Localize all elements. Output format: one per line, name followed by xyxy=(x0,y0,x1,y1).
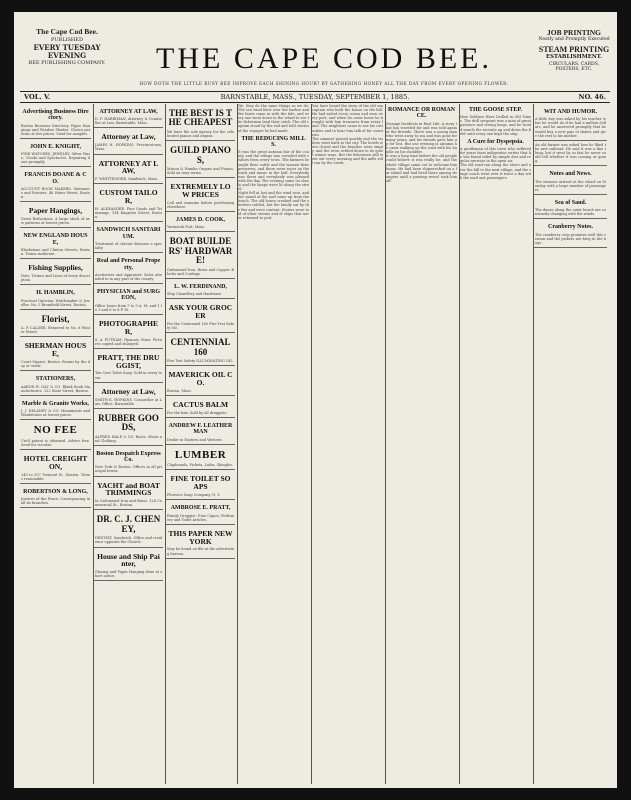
article-block xyxy=(166,366,235,396)
block-text: Night fell at last and the wind rose, and the sound of the surf came up from the beach. The old house creaked and the shutters rattled, but the family sat by the fire and were content. Stories were told of other storms and of ships that never returned to port. xyxy=(238,191,309,220)
block-heading: CUSTOM TAILOR, xyxy=(99,188,158,206)
block-text: Dealer in Eastern and Western xyxy=(167,437,222,442)
column-6 xyxy=(386,104,460,784)
block-heading: FRANCIS DOANE & CO. xyxy=(24,172,87,185)
dateline-bar xyxy=(20,91,610,103)
block-heading: House and Ship Painter, xyxy=(97,551,160,569)
article-block xyxy=(20,310,91,338)
block-heading: STATIONERS, xyxy=(35,376,76,383)
article-block xyxy=(238,191,309,220)
job-printing-line2: STEAM PRINTING xyxy=(538,44,610,54)
article-block xyxy=(312,137,383,166)
article-block xyxy=(20,259,91,285)
block-text: Practical Optician, Watchmaker & Jeweller. No. 5 Bromfield Street, Boston. xyxy=(21,298,90,307)
article-block xyxy=(386,107,457,154)
block-text: A little boy was asked by his teacher what he would do if he had a million dollars, and he answered promptly that he would buy a new pair of skates and give the rest to his mother. xyxy=(535,117,606,138)
block-text: A. P. CALDER. Removed to No. 6 Winter Street. xyxy=(21,326,90,335)
article-block xyxy=(166,178,235,212)
article-block xyxy=(20,371,91,395)
block-text: Blackstone and Clinton Streets, Boston. Terms moderate. xyxy=(21,247,90,257)
block-text: Florence Soap Company, N. Y. xyxy=(167,493,221,498)
article-block xyxy=(166,104,235,141)
job-printing-line3: ESTABLISHMENT. xyxy=(546,54,602,61)
block-text: 249 to 257 Tremont St., Boston. Terms reasonable. xyxy=(21,472,90,481)
block-heading: THIS PAPER NEW YORK xyxy=(168,528,233,546)
column-7 xyxy=(460,104,534,784)
column-4 xyxy=(238,104,312,784)
block-text: ACCOUNT BOOK MAKERS. Stationers and Printers. 46 Water Street, Boston. xyxy=(21,187,90,200)
block-text: We have the sole agency for the celebrated pianos and organs. xyxy=(167,129,234,138)
block-text: Strange Incidents in Real Life. A story that has traveled far and was told again at the fireside. There was a young man who went away to sea and was gone for many years, and his friends gave him up for lost. But one evening in autumn he came walking up the road with his bundle on his shoulder. xyxy=(386,121,457,155)
block-heading: Paper Hangings, xyxy=(28,206,83,216)
article-block xyxy=(94,128,163,154)
article-block xyxy=(20,202,91,228)
block-heading: BOAT BUILDERS' HARDWARE! xyxy=(168,236,233,266)
article-block xyxy=(94,104,163,128)
article-block xyxy=(94,510,163,547)
article-block xyxy=(166,525,235,559)
block-heading: H. HAMBLIN, xyxy=(36,290,75,297)
job-printing-line4: CIRCULARS, CARDS, POSTERS, ETC. xyxy=(548,61,600,73)
column-5 xyxy=(312,104,386,784)
block-heading: THE BEST IS THE CHEAPEST xyxy=(168,108,233,128)
block-text: Boston Business Directory. Paper Hangings and Window Shades. Choice patterns at low prices. Send for samples. xyxy=(21,123,90,136)
block-text: The cranberry crop promises well this season and the pickers are busy in the bogs. xyxy=(535,232,606,245)
block-text: Ship Chandlery and Hardware. xyxy=(167,292,223,297)
block-heading: Attorney at Law, xyxy=(101,132,156,142)
article-block xyxy=(534,195,607,219)
publisher-line3: BEE PUBLISHING COMPANY. xyxy=(28,60,106,67)
article-block xyxy=(534,219,607,248)
block-heading: ANDREW F. LEATHERMAN xyxy=(168,423,233,436)
article-block xyxy=(238,104,309,133)
block-heading: THE GOOSE STEP. xyxy=(469,107,522,113)
block-text: AARON R. GAY & CO. Blank Book Manufacturers. 122 State Street, Boston. xyxy=(21,384,90,393)
block-heading: Sea of Sand. xyxy=(554,199,587,206)
article-block xyxy=(94,222,163,253)
block-heading: Marble & Granite Works, xyxy=(22,400,89,407)
block-text: D. F. HARRIMAN, Attorney & Counsellor at Law, Barnstable, Mass. xyxy=(95,117,162,126)
block-heading: ROMANCE OR ROMANCE. xyxy=(388,107,455,120)
block-heading: SHERMAN HOUSE, xyxy=(24,341,87,359)
block-text: Clapboards, Pickets, Laths, Shingles. xyxy=(167,463,234,468)
block-heading: ROBERTSON & LONG, xyxy=(23,488,88,495)
article-block xyxy=(94,477,163,511)
block-heading: ATTORNEY AT LAW, xyxy=(98,158,159,176)
block-heading: PHYSICIAN and SURGEON, xyxy=(96,288,160,302)
article-block xyxy=(166,418,235,445)
issue-number: NO. 46. xyxy=(578,93,606,101)
block-heading: JAMES D. COOK, xyxy=(175,217,225,224)
article-block xyxy=(94,349,163,383)
article-block xyxy=(94,155,163,185)
block-text: Family Druggist. Fine Cigars, Perfumery and Toilet Articles. xyxy=(167,513,234,522)
article-block xyxy=(20,167,91,202)
block-text: F. WHITTEMORE, Sandwich, Mass. xyxy=(95,177,159,182)
publisher-line1: PUBLISHED xyxy=(51,36,83,43)
column-8 xyxy=(534,104,609,784)
block-text: S. A. PUTNAM, Hyannis, Mass. Pictures copied and enlarged. xyxy=(95,337,162,346)
block-heading: Boston Despatch Express Co. xyxy=(96,450,161,464)
block-text: Until patent is obtained. Advice free. Send for circular. xyxy=(21,438,90,447)
article-block xyxy=(94,548,163,582)
block-text: Ten Cent Toilet Soap. Sold in every town. xyxy=(95,371,162,380)
block-text: The dunes along the outer beach are constantly changing with the winds. xyxy=(535,208,606,217)
article-block xyxy=(20,396,91,420)
article-block xyxy=(94,383,163,409)
article-block xyxy=(20,228,91,259)
column-1 xyxy=(20,104,94,784)
block-text: Yarmouth Port, Mass. xyxy=(167,225,206,230)
article-block xyxy=(94,446,163,477)
columns-area xyxy=(20,104,610,784)
block-heading: Cranberry Notes. xyxy=(548,224,593,231)
block-text: Justices of the Peace. Conveyancing in all its branches. xyxy=(21,497,90,506)
block-text: Nets, Twines and Lines of every description. xyxy=(21,274,90,283)
block-text: For the Centennial 160 Fire Test Safety Oil. xyxy=(167,322,234,331)
block-heading: GUILD PIANOS, xyxy=(170,145,231,165)
article-block xyxy=(20,285,91,309)
block-heading: Attorney at Law, xyxy=(101,386,156,396)
block-text: In Galvanized Iron and Brass. 126 Commercial St., Boston. xyxy=(95,499,162,508)
article-block xyxy=(20,420,91,450)
block-text: Court Square, Boston. Rooms by the day or week. xyxy=(21,360,90,369)
block-heading: HOTEL CREIGHTON, xyxy=(23,453,88,471)
article-block xyxy=(166,470,235,500)
block-heading: CENTENNIAL 160 xyxy=(170,337,231,357)
article-block xyxy=(20,104,91,139)
article-block xyxy=(94,409,163,446)
block-text: Glazing and Paper Hanging done at short notice. xyxy=(95,570,162,579)
block-text: We, they do the same things as we do. The sea wind blew over the harbor and the boats came in with the tide, and every one went down to the wharf to see the fishermen land their catch. The old captain stood by the rail and told stories of the voyages he had made. xyxy=(238,104,309,133)
article-block xyxy=(534,141,607,166)
article-block xyxy=(166,212,235,232)
block-text: An old farmer was asked how he liked the new railroad. He said it was a fine thing, but it went by so fast he never could tell whether it was coming or going. xyxy=(535,142,606,164)
block-heading: NO FEE xyxy=(33,424,78,437)
block-heading: SANDWICH SANITARIUM. xyxy=(96,227,161,240)
article-block xyxy=(386,154,457,183)
article-block xyxy=(312,104,383,137)
article-block xyxy=(94,253,163,284)
article-block xyxy=(20,484,91,508)
block-heading: AMBROSE E. PRATT, xyxy=(170,505,231,512)
block-text: You have heard the story of the old sea captain who built the house on the hill. He had sailed every ocean and seen every port, and when he came home he brought with him treasures from every land. The neighbors came to see his curiosities and to hear him talk of far countries. xyxy=(312,104,383,137)
block-text: May be found on file at the advertising bureau. xyxy=(167,547,234,556)
dateline: BARNSTABLE, MASS., TUESDAY, SEPTEMBER 1, 1885. xyxy=(220,93,410,101)
volume-number: VOL. V. xyxy=(24,93,51,101)
block-heading: ATTORNEY AT LAW, xyxy=(99,109,158,115)
block-text: FINE WATCHES, JEWELRY. Silver Ware, Clocks and Spectacles. Repairing done promptly. xyxy=(21,152,90,165)
article-block xyxy=(94,184,163,222)
block-heading: A Cure for Dyspepsia. xyxy=(467,138,524,145)
job-printing-title: JOB PRINTING xyxy=(547,28,601,37)
block-text: The summer passed quickly and the visitors went back to the city. The hotels were closed and the beaches were empty, and the town settled down to its quiet winter ways. But the fishermen still went out every morning and the mills still ran by the creek. xyxy=(312,136,383,166)
article-block xyxy=(460,163,531,179)
newspaper-page xyxy=(14,12,617,788)
block-heading: DR. C. J. CHENEY, xyxy=(96,514,161,534)
block-text: For the hair. Sold by all druggists. xyxy=(167,410,228,415)
article-block xyxy=(460,107,531,136)
block-heading: PRATT, THE DRUGGIST, xyxy=(97,352,160,370)
motto: HOW DOTH THE LITTLE BUSY BEE IMPROVE EACH SHINING HOUR? BY GATHERING HONEY ALL THE DAY FROM EVERY OPENING FLOWER. xyxy=(139,82,509,87)
article-block xyxy=(166,299,235,333)
block-heading: NEW ENGLAND HOUSE, xyxy=(23,233,88,246)
column-3 xyxy=(166,104,238,784)
article-block xyxy=(238,136,309,192)
article-block xyxy=(94,284,163,315)
article-block xyxy=(166,500,235,524)
block-heading: EXTREMELY LOW PRICES xyxy=(170,182,231,199)
block-text: Treatment of chronic diseases a specialty. xyxy=(95,242,162,251)
article-block xyxy=(166,333,235,366)
article-block xyxy=(534,104,607,141)
article-block xyxy=(94,315,163,349)
publisher-line2: EVERY TUESDAY EVENING xyxy=(33,43,101,61)
block-text: The old road ran along the shore and over the hill to the next village, and the stage coach went over it twice a day with the mail and passengers. xyxy=(460,163,531,180)
block-text: ALFRED HALE & CO. Boots, Shoes and Clothing. xyxy=(95,434,162,443)
block-text: SMITH K. HOPKINS. Counsellor at Law. Office, Barnstable. xyxy=(95,397,162,406)
block-heading: Advertising Business Directory. xyxy=(22,109,89,122)
article-block xyxy=(534,166,607,195)
block-text: The steamer arrived at the wharf on Monday with a large number of passengers. xyxy=(535,179,606,192)
article-block xyxy=(166,141,235,178)
block-text: How Soldiers Were Drilled in Old Times. The drill sergeant was a man of great patience and strong lungs, and he would march the recruits up and down the field until every one kept the step. xyxy=(460,115,531,136)
block-text: A gentleman of this town who suffered for years from indigestion writes that he has found relief by simple diet and regular exercise in the open air. xyxy=(460,147,531,164)
article-block xyxy=(460,139,531,164)
job-printing-box xyxy=(536,28,612,88)
block-text: Boston, Mass. xyxy=(167,389,192,393)
article-block xyxy=(20,337,91,371)
block-text: Auctioneer and Appraiser. Sales attended to in any part of the county. xyxy=(95,272,162,281)
article-block xyxy=(20,139,91,168)
block-heading: MAVERICK OIL CO. xyxy=(168,370,233,388)
masthead: THE CAPE COD BEE. xyxy=(156,42,492,75)
block-text: It was the great autumn fair of the county, and the village was crowded with visitors from every town. The farmers brought their cattle and the women their preserves, and there were races on the track and music in the hall. Everybody was there and everybody was pleased with the day. The evening came on slowly and the lamps were lit along the street. xyxy=(238,150,309,192)
block-heading: FINE TOILET SOAPS xyxy=(170,474,231,492)
job-printing-line1: Neatly and Promptly Executed xyxy=(538,37,610,42)
article-block xyxy=(20,450,91,484)
block-heading: JOHN E. KNIGHT, xyxy=(30,143,81,150)
block-text: H. ALEXANDER. Fine Goods and Trimmings, 154 Kingston Street, Boston. xyxy=(95,207,162,220)
block-heading: Real and Personal Property, xyxy=(96,258,161,271)
block-text: Mason & Hamlin Organs and Pianos. Sold on easy terms. xyxy=(167,166,234,176)
block-heading: WIT AND HUMOR. xyxy=(543,109,598,115)
block-heading: YACHT and BOAT TRIMMINGS xyxy=(97,480,160,498)
article-block xyxy=(166,445,235,471)
publisher-title: The Cape Cod Bee. xyxy=(36,27,98,36)
block-text: JAMES H. HOPKINS. Provincetown, Mass. xyxy=(95,143,162,152)
block-text: Great Reductions. A large stock of new patterns at lowest prices. xyxy=(21,217,90,226)
block-heading: LUMBER xyxy=(174,448,227,461)
block-text: Galvanized Iron, Brass and Copper. Blocks and Cordage. xyxy=(167,267,234,276)
block-heading: L. W. FERDINAND, xyxy=(174,283,227,290)
article-block xyxy=(166,279,235,299)
block-heading: RUBBER GOODS, xyxy=(98,412,159,433)
article-block xyxy=(166,232,235,279)
block-heading: Florist, xyxy=(41,313,70,324)
column-2 xyxy=(94,104,166,784)
block-heading: PHOTOGRAPHER, xyxy=(98,318,159,336)
block-text: DENTIST, Sandwich. Office and residence opposite the Church. xyxy=(95,536,162,545)
block-heading: CACTUS BALM xyxy=(172,400,229,410)
block-heading: Fishing Supplies, xyxy=(28,263,83,273)
block-text: J. J. DELANEY & CO. Monuments and Headstones at lowest prices. xyxy=(21,409,90,418)
block-heading: Notes and News. xyxy=(549,171,592,178)
article-block xyxy=(166,396,235,418)
block-text: It was a long time before the old people could believe it was really he, and the whole village came out to welcome him home. He had been shipwrecked on a far island and had lived there among strangers until a passing vessel took him off. xyxy=(386,154,457,183)
block-heading: THE REDUCING MILLS. xyxy=(241,135,306,148)
block-heading: ASK YOUR GROCER xyxy=(168,303,233,321)
block-text: Fire Test Safety ILLUMINATING OIL. xyxy=(167,359,234,364)
publisher-box xyxy=(22,28,112,88)
block-text: Call and examine before purchasing elsewhere. xyxy=(167,200,234,209)
block-text: Office hours from 7 to 9 A. M. and 1 to 3 and 6 to 8 P. M. xyxy=(95,303,162,312)
block-text: New York & Boston. Offices in all principal towns. xyxy=(95,465,162,474)
